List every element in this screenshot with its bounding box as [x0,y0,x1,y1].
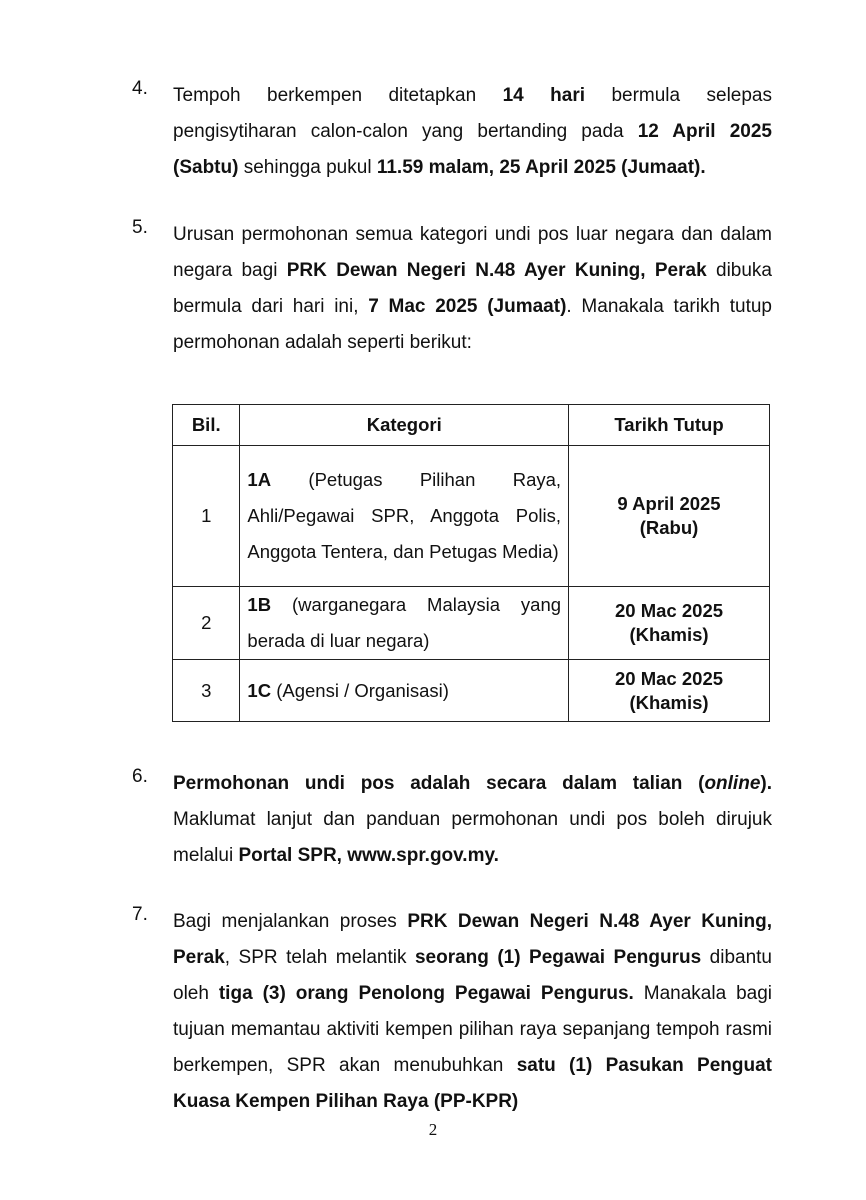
page-number: 2 [428,1120,438,1139]
row-kategori [240,587,569,660]
category-code: 1C [247,679,272,701]
header-bil: Bil. [173,405,240,446]
paragraph-text: Tempoh berkempen ditetapkan 14 hari bermula selepas pengisytiharan calon-calon yang bertanding pada 12 April 2025 (Sabtu) sehingga pukul 11.59 malam, 25 April 2025 (Jumaat). [173,85,772,178]
paragraph-number: 6. [132,766,148,787]
closing-date: 9 April 2025 [617,493,721,514]
category-code: 1A [247,469,272,490]
bold-text: 11.59 malam, 25 April 2025 (Jumaat). [376,157,706,178]
bold-text: Portal SPR, www.spr.gov.my. [238,845,499,866]
bold-text: seorang (1) Pegawai Pengurus [414,947,702,968]
closing-dates-table [172,404,770,722]
paragraph-number: 7. [132,904,148,925]
bold-text: Permohonan undi pos adalah secara dalam talian ( [173,773,705,794]
paragraph-5 [132,217,772,361]
paragraph-number: 5. [132,217,148,238]
table-row [173,660,770,722]
table-row [173,446,770,587]
paragraph-text: Permohonan undi pos adalah secara dalam talian (online). Maklumat lanjut dan panduan permohonan undi pos boleh dirujuk melalui Portal SPR, www.spr.gov.my. [173,773,772,866]
category-desc: (Agensi / Organisasi) [271,679,449,701]
category-desc: (Petugas Pilihan Raya, Ahli/Pegawai SPR, Anggota Polis, Anggota Tentera, dan Petugas Media) [247,469,562,562]
bold-text: tiga (3) orang Penolong Pegawai Pengurus. [218,983,634,1004]
closing-date: 20 Mac 2025 [615,667,724,689]
header-kategori: Kategori [240,405,569,446]
bold-text: 14 hari [502,85,586,106]
paragraph-number: 4. [132,78,148,99]
bold-text: 7 Mac 2025 (Jumaat) [368,296,567,317]
row-bil: 1 [173,446,240,587]
category-desc: (warganegara Malaysia yang berada di luar negara) [247,594,562,651]
row-bil: 2 [173,587,240,660]
paragraph-text: Bagi menjalankan proses PRK Dewan Negeri N.48 Ayer Kuning, Perak, SPR telah melantik seorang (1) Pegawai Pengurus dibantu oleh tiga (3) orang Penolong Pegawai Pengurus. Manakala bagi tujuan memantau aktiviti kempen pilihan raya sepanjang tempoh rasmi berkempen, SPR akan menubuhkan satu (1) Pasukan Penguat Kuasa Kempen Pilihan Raya (PP-KPR) [173,911,772,1112]
closing-date: 20 Mac 2025 [615,600,724,621]
paragraph-text: Urusan permohonan semua kategori undi pos luar negara dan dalam negara bagi PRK Dewan Negeri N.48 Ayer Kuning, Perak dibuka bermula dari hari ini, 7 Mac 2025 (Jumaat). Manakala tarikh tutup permohonan adalah seperti berikut: [173,224,772,353]
closing-day: (Khamis) [629,624,709,645]
row-kategori [240,660,569,722]
paragraph-4 [132,78,772,186]
bold-text: 12 April 2025 (Sabtu) [173,121,772,178]
paragraph-7 [132,904,772,1120]
row-bil: 3 [173,660,240,722]
bold-text: PRK Dewan Negeri N.48 Ayer Kuning, Perak [286,260,707,281]
bold-text: online [704,773,761,794]
bold-text: satu (1) Pasukan Penguat Kuasa Kempen Pilihan Raya (PP-KPR) [173,1055,772,1112]
closing-day: (Rabu) [639,517,699,538]
closing-day: (Khamis) [629,691,709,713]
row-kategori [240,446,569,587]
bold-text: ). [760,773,772,794]
row-tarikh [569,660,770,722]
table-header-row [173,405,770,446]
category-code: 1B [247,594,272,615]
table-row [173,587,770,660]
row-tarikh [569,587,770,660]
paragraph-6 [132,766,772,874]
bold-text: PRK Dewan Negeri N.48 Ayer Kuning, Perak [173,911,772,968]
header-tarikh-tutup: Tarikh Tutup [569,405,770,446]
row-tarikh [569,446,770,587]
